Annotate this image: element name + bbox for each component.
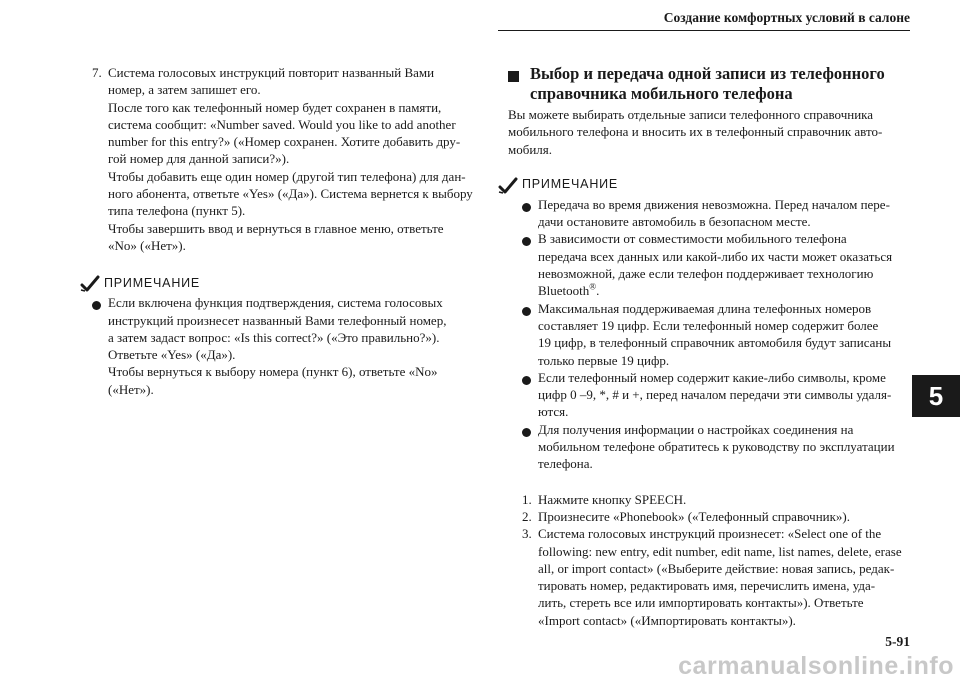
header-rule	[498, 30, 910, 31]
text-line: лить, стереть все или импортировать контакты»). Ответьте	[538, 595, 864, 611]
text-line: дачи остановите автомобиль в безопасном месте.	[538, 214, 811, 230]
note-pencil-icon	[498, 176, 518, 194]
note-bullet	[522, 230, 908, 299]
bullet-text	[538, 421, 908, 473]
bullet-dot	[522, 300, 538, 369]
text-line: Чтобы завершить ввод и вернуться в главное меню, ответьте	[108, 220, 444, 236]
section-square-icon	[508, 64, 530, 104]
text-line: цифр 0 –9, *, # и +, перед началом передачи эти символы удаля-	[538, 387, 892, 403]
text-line: («Нет»).	[108, 381, 154, 397]
text-line: составляет 19 цифр. Если телефонный номер содержит более	[538, 317, 879, 333]
note-heading	[498, 176, 908, 194]
chapter-tab: 5	[912, 375, 960, 417]
text-line: типа телефона (пункт 5).	[108, 203, 246, 219]
note-bullet	[522, 369, 908, 421]
note-pencil-icon	[80, 274, 100, 292]
step-number: 7.	[92, 65, 102, 80]
note-label: ПРИМЕЧАНИЕ	[104, 275, 201, 290]
bullet-text	[538, 230, 908, 299]
text-line: Максимальная поддерживаемая длина телефонных номеров	[538, 300, 872, 316]
text-line: Чтобы добавить еще один номер (другой тип телефона) для дан-	[108, 168, 466, 184]
running-header: Создание комфортных условий в салоне	[663, 10, 910, 25]
step-item-3	[522, 525, 908, 629]
note-bullets	[522, 196, 908, 473]
text-line: Если телефонный номер содержит какие-либо символы, кроме	[538, 369, 886, 385]
step-item-1	[522, 491, 908, 508]
text-line: number for this entry?» («Номер сохранен. Хотите добавить дру-	[108, 134, 461, 150]
period: .	[596, 283, 600, 299]
bullet-dot	[92, 294, 108, 398]
title-line: Выбор и передача одной записи из телефонного	[530, 64, 885, 83]
text-line: мобиля.	[508, 141, 553, 157]
text-line: Произнесите «Phonebook» («Телефонный справочник»).	[538, 508, 851, 524]
section-title	[508, 64, 908, 104]
bullet-text	[538, 196, 908, 231]
text-line: гой номер для данной записи?»).	[108, 151, 290, 167]
text-line: ются.	[538, 404, 569, 420]
step-text	[108, 64, 482, 254]
step-item-7	[92, 64, 482, 254]
note-bullet	[522, 300, 908, 369]
text-line: а затем задаст вопрос: «Is this correct?» («Это правильно?»).	[108, 329, 440, 345]
step-number: 3.	[522, 526, 532, 542]
text-line: «No» («Нет»).	[108, 237, 186, 253]
text-line: После того как телефонный номер будет сохранен в памяти,	[108, 99, 442, 115]
text-line: телефона.	[538, 456, 593, 472]
registered-mark: ®	[589, 282, 597, 293]
text-line: ного абонента, ответьте «Yes» («Да»). Система вернется к выбору	[108, 186, 473, 202]
watermark: carmanualsonline.info	[678, 652, 954, 680]
text-line: тировать номер, редактировать имя, перечислить имена, уда-	[538, 578, 876, 594]
bullet-text	[538, 369, 908, 421]
text-line	[538, 282, 908, 299]
text-line: Система голосовых инструкций произнесет: «Select one of the	[538, 526, 882, 542]
steps-list	[522, 491, 908, 629]
text-line: «Import contact» («Импортировать контакты»).	[538, 612, 796, 628]
text-line: мобильного телефона и вносить их в телефонный справочник авто-	[508, 124, 883, 140]
text-line: номер, а затем запишет его.	[108, 82, 261, 98]
text-line: только первые 19 цифр.	[538, 352, 670, 368]
bullet-dot	[522, 421, 538, 473]
bullet-dot	[522, 369, 538, 421]
step-number: 2.	[522, 508, 532, 524]
text-line: система сообщит: «Number saved. Would you like to add another	[108, 116, 456, 132]
bullet-dot	[522, 196, 538, 231]
text-line: Если включена функция подтверждения, система голосовых	[108, 295, 443, 311]
bullet-text	[538, 300, 908, 369]
text-line: инструкций произнесет названный Вами телефонный номер,	[108, 312, 447, 328]
section-intro	[508, 106, 908, 158]
step-number: 1.	[522, 491, 532, 507]
left-column	[92, 64, 482, 398]
text-line: Передача во время движения невозможна. Перед началом пере-	[538, 196, 890, 212]
right-column	[508, 64, 908, 629]
bluetooth-text: Bluetooth	[538, 283, 590, 299]
text-line: Система голосовых инструкций повторит названный Вами	[108, 65, 435, 80]
note-label: ПРИМЕЧАНИЕ	[522, 177, 619, 192]
bullet-dot	[522, 230, 538, 299]
step-text	[538, 525, 908, 629]
text-line: following: new entry, edit number, edit name, list names, delete, erase	[538, 543, 902, 559]
page-number: 5-91	[885, 634, 910, 649]
step-text	[538, 508, 908, 525]
text-line: Ответьте «Yes» («Да»).	[108, 347, 236, 363]
text-line: Нажмите кнопку SPEECH.	[538, 491, 687, 507]
title-line: справочника мобильного телефона	[530, 84, 793, 103]
text-line: Вы можете выбирать отдельные записи телефонного справочника	[508, 107, 874, 122]
text-line: невозможной, даже если телефон поддерживает технологию	[538, 266, 874, 282]
text-line: Чтобы вернуться к выбору номера (пункт 6), ответьте «No»	[108, 364, 438, 380]
text-line: передача всех данных или какой-либо их части может оказаться	[538, 248, 893, 264]
note-heading	[80, 274, 482, 292]
note-bullet	[522, 421, 908, 473]
text-line: Для получения информации о настройках соединения на	[538, 421, 854, 437]
text-line: мобильном телефоне обратитесь к руководству по эксплуатации	[538, 439, 895, 455]
text-line: all, or import contact» («Выберите действие: новая запись, редак-	[538, 560, 895, 576]
step-text	[538, 491, 908, 508]
note-bullet	[92, 294, 482, 398]
bullet-text	[108, 294, 482, 398]
text-line: В зависимости от совместимости мобильного телефона	[538, 231, 847, 247]
text-line: 19 цифр, в телефонный справочник автомобиля будут записаны	[538, 335, 892, 351]
step-item-2	[522, 508, 908, 525]
note-bullet	[522, 196, 908, 231]
